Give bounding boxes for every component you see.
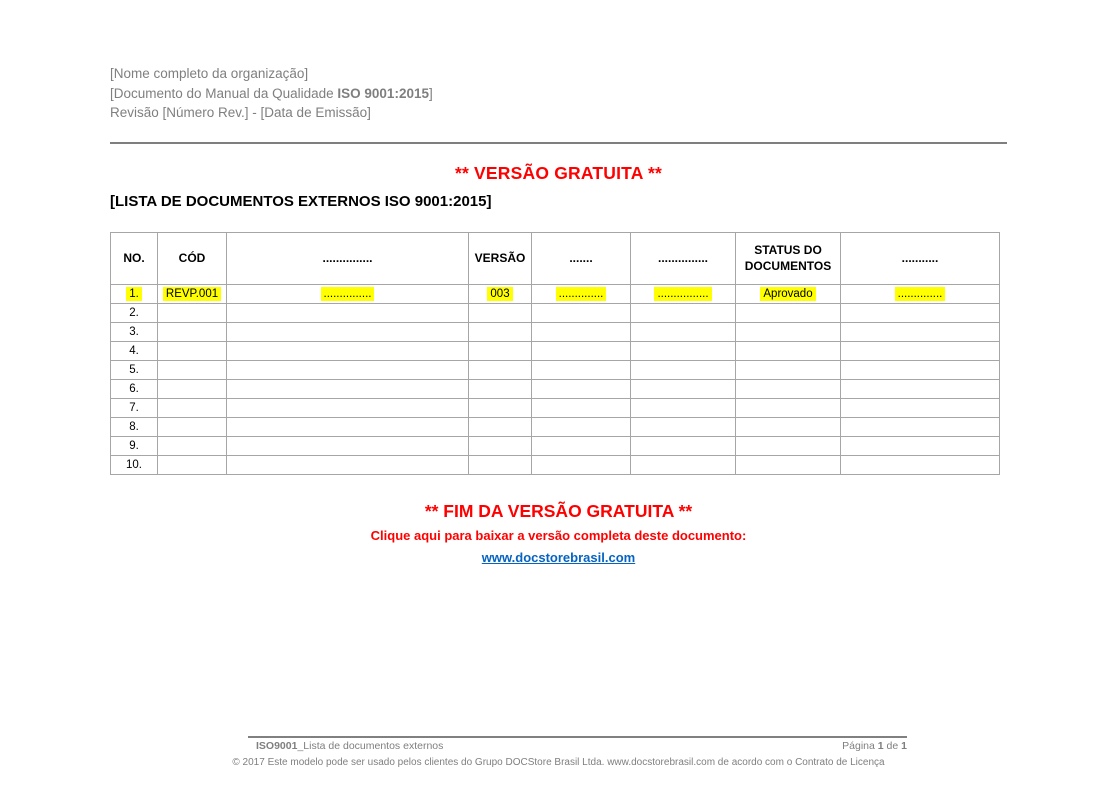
table-cell: [227, 418, 469, 437]
table-cell: [631, 399, 736, 418]
footer: [248, 740, 907, 752]
table-cell: [736, 323, 841, 342]
end-free-version-banner: ** FIM DA VERSÃO GRATUITA **: [424, 501, 693, 521]
table-cell: [841, 323, 1000, 342]
page-label: Página: [842, 740, 878, 752]
footer-doc-code: [248, 740, 443, 752]
document-header: [110, 64, 1007, 123]
table-row: [111, 399, 1000, 418]
table-cell: [841, 456, 1000, 475]
table-cell: [227, 399, 469, 418]
table-cell: [841, 361, 1000, 380]
table-cell: [736, 285, 841, 304]
table-cell: [158, 361, 227, 380]
column-header: VERSÃO: [469, 233, 532, 285]
table-cell: [631, 456, 736, 475]
table-cell: [111, 304, 158, 323]
table-cell: [631, 418, 736, 437]
table-cell: [469, 285, 532, 304]
table-cell: [532, 342, 631, 361]
org-name-placeholder: [Nome completo da organização]: [110, 66, 309, 81]
cell-value: 10.: [126, 459, 142, 471]
column-header: ...............: [631, 233, 736, 285]
table-cell: [736, 399, 841, 418]
iso-standard-label: ISO 9001:2015: [337, 85, 429, 101]
table-cell: [631, 361, 736, 380]
table-cell: [841, 304, 1000, 323]
table-cell: [111, 418, 158, 437]
table-cell: [158, 418, 227, 437]
cell-value: 3.: [129, 326, 139, 338]
table-cell: [736, 418, 841, 437]
table-cell: [158, 285, 227, 304]
table-cell: [841, 418, 1000, 437]
table-cell: [469, 342, 532, 361]
table-cell: [631, 342, 736, 361]
table-cell: [227, 437, 469, 456]
doc-type-suffix: ]: [428, 85, 433, 101]
table-cell: [532, 380, 631, 399]
table-row: [111, 342, 1000, 361]
highlighted-cell-value: 1.: [126, 287, 142, 301]
table-cell: [158, 399, 227, 418]
highlighted-cell-value: ..............: [556, 287, 607, 301]
table-cell: [111, 437, 158, 456]
external-documents-table: [110, 232, 1000, 475]
footer-divider: [248, 736, 907, 738]
column-header: ...............: [227, 233, 469, 285]
table-cell: [532, 456, 631, 475]
table-row: [111, 323, 1000, 342]
table-row: [111, 437, 1000, 456]
doc-type-prefix: [Documento do Manual da Qualidade: [110, 85, 338, 101]
table-cell: [469, 399, 532, 418]
table-cell: [469, 456, 532, 475]
table-cell: [227, 361, 469, 380]
table-cell: [111, 342, 158, 361]
highlighted-cell-value: REVP.001: [163, 287, 221, 301]
download-instruction: Clique aqui para baixar a versão completa deste documento:: [370, 528, 747, 543]
page-total: 1: [901, 740, 907, 752]
table-cell: [841, 380, 1000, 399]
table-cell: [469, 418, 532, 437]
table-cell: [532, 304, 631, 323]
footer-page-indicator: [842, 740, 907, 752]
revision-line: Revisão [Número Rev.] - [Data de Emissão]: [110, 105, 371, 120]
table-row: [111, 380, 1000, 399]
highlighted-cell-value: ...............: [321, 287, 375, 301]
free-version-banner: ** VERSÃO GRATUITA **: [454, 163, 663, 183]
table-cell: [736, 437, 841, 456]
document-title: [LISTA DE DOCUMENTOS EXTERNOS ISO 9001:2015]: [110, 193, 492, 210]
copyright-notice: © 2017 Este modelo pode ser usado pelos clientes do Grupo DOCStore Brasil Ltda. www.docstorebrasil.com de acordo com o Contrato de Licença: [232, 757, 885, 768]
table-cell: [532, 285, 631, 304]
cell-value: 8.: [129, 421, 139, 433]
cell-value: 5.: [129, 364, 139, 376]
footer-doc-code-bold: ISO9001: [256, 740, 298, 752]
table-cell: [736, 380, 841, 399]
table-cell: [158, 380, 227, 399]
table-cell: [532, 399, 631, 418]
table-cell: [158, 437, 227, 456]
table-cell: [469, 361, 532, 380]
table-cell: [111, 399, 158, 418]
table-cell: [111, 285, 158, 304]
table-cell: [227, 304, 469, 323]
table-header-row: [111, 233, 1000, 285]
highlighted-cell-value: ..............: [895, 287, 946, 301]
link-row: [110, 549, 1007, 567]
footer-doc-code-rest: _Lista de documentos externos: [297, 740, 444, 752]
table-cell: [736, 342, 841, 361]
table-cell: [158, 456, 227, 475]
table-cell: [841, 399, 1000, 418]
table-cell: [532, 437, 631, 456]
column-header: ...........: [841, 233, 1000, 285]
table-cell: [631, 323, 736, 342]
header-divider: [110, 142, 1007, 144]
cell-value: 2.: [129, 307, 139, 319]
table-cell: [841, 285, 1000, 304]
table-cell: [736, 361, 841, 380]
column-header: NO.: [111, 233, 158, 285]
table-row: [111, 361, 1000, 380]
highlighted-cell-value: 003: [487, 287, 512, 301]
table-cell: [841, 437, 1000, 456]
table-cell: [158, 342, 227, 361]
table-cell: [227, 323, 469, 342]
docstore-link[interactable]: www.docstorebrasil.com: [481, 550, 636, 565]
table-cell: [631, 285, 736, 304]
table-cell: [227, 285, 469, 304]
table-row: [111, 456, 1000, 475]
highlighted-cell-value: ................: [654, 287, 711, 301]
table-row: [111, 304, 1000, 323]
column-header: .......: [532, 233, 631, 285]
page-of-label: de: [883, 740, 902, 752]
table-cell: [736, 304, 841, 323]
cell-value: 6.: [129, 383, 139, 395]
table-cell: [111, 380, 158, 399]
cell-value: 9.: [129, 440, 139, 452]
table-cell: [111, 361, 158, 380]
table-cell: [158, 323, 227, 342]
table-cell: [736, 456, 841, 475]
highlighted-cell-value: Aprovado: [760, 287, 815, 301]
table-row: [111, 418, 1000, 437]
table-body: [111, 285, 1000, 475]
table-cell: [469, 304, 532, 323]
table-cell: [532, 418, 631, 437]
column-header: STATUS DO DOCUMENTOS: [736, 233, 841, 285]
table-cell: [111, 323, 158, 342]
table-cell: [631, 380, 736, 399]
table-cell: [532, 361, 631, 380]
table-row: [111, 285, 1000, 304]
table-cell: [841, 342, 1000, 361]
doc-type-line: [110, 84, 1007, 104]
table-cell: [158, 304, 227, 323]
table-cell: [227, 342, 469, 361]
table-cell: [227, 380, 469, 399]
table-cell: [227, 456, 469, 475]
cell-value: 4.: [129, 345, 139, 357]
cell-value: 7.: [129, 402, 139, 414]
table-cell: [469, 437, 532, 456]
table-cell: [532, 323, 631, 342]
table-cell: [469, 323, 532, 342]
table-cell: [631, 304, 736, 323]
table-cell: [469, 380, 532, 399]
page-number: 1: [877, 740, 884, 752]
table-cell: [631, 437, 736, 456]
table-cell: [111, 456, 158, 475]
column-header: CÓD: [158, 233, 227, 285]
